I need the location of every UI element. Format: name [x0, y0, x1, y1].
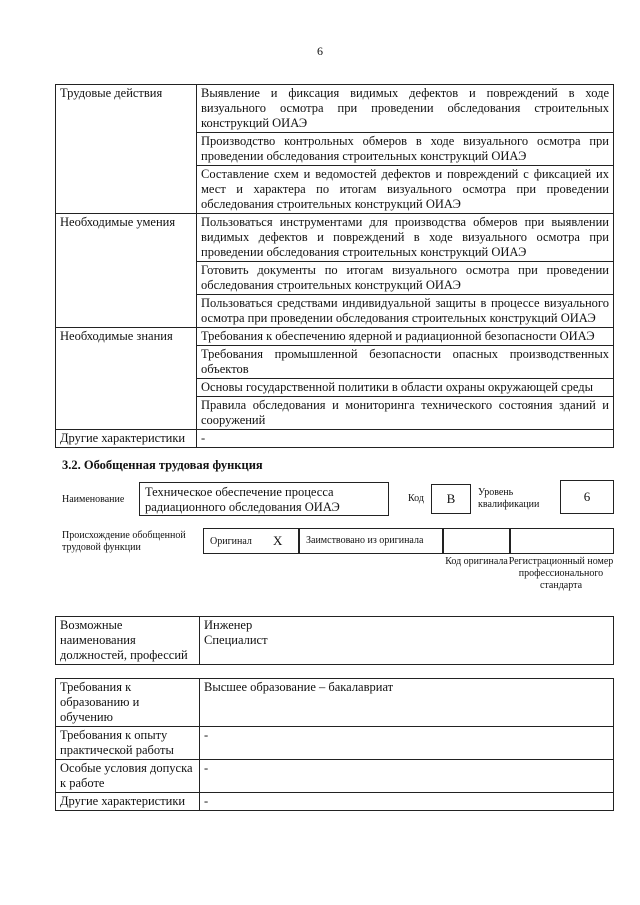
table-row: [56, 328, 614, 346]
borrowed-box: [299, 528, 443, 554]
table-row: [56, 214, 614, 262]
row-label: Необходимые умения: [56, 214, 197, 328]
table-row: [56, 85, 614, 133]
table-row: [56, 727, 614, 760]
position-item: Специалист: [204, 633, 268, 647]
page-number: 6: [317, 44, 323, 58]
positions-table: [55, 616, 614, 665]
competency-table: [55, 84, 614, 448]
original-mark: X: [273, 533, 283, 548]
table-cell: Требования к обеспечению ядерной и радиационной безопасности ОИАЭ: [197, 328, 614, 346]
code-label: Код: [408, 493, 424, 504]
reg-number-box: [510, 528, 614, 554]
table-cell: Основы государственной политики в области охраны окружающей среды: [197, 379, 614, 397]
code-original-label: Код оригинала: [445, 556, 508, 567]
table-row: [56, 617, 614, 665]
level-box: 6: [560, 480, 614, 514]
table-cell: Правила обследования и мониторинга технического состояния зданий и сооружений: [197, 397, 614, 430]
reg-number-label: Регистрационный номер профессионального стандарта: [508, 556, 614, 591]
row-label: Требования к образованию и обучению: [56, 679, 200, 727]
name-label: Наименование: [62, 494, 125, 505]
row-label: Другие характеристики: [56, 430, 197, 448]
borrowed-label: Заимствовано из оригинала: [306, 535, 424, 546]
table-row: [56, 793, 614, 811]
table-cell: -: [200, 760, 614, 793]
row-label: Возможные наименования должностей, профессий: [56, 617, 200, 665]
row-label: Необходимые знания: [56, 328, 197, 430]
original-box: [203, 528, 299, 554]
function-name-box: Техническое обеспечение процесса радиационного обследования ОИАЭ: [139, 482, 389, 516]
table-cell: Пользоваться инструментами для производства обмеров при выявлении видимых дефектов и повреждений в ходе визуального осмотра при проведении обследования строительных конструкций ОИАЭ: [197, 214, 614, 262]
position-item: Инженер: [204, 618, 253, 632]
table-cell: [200, 617, 614, 665]
table-row: [56, 679, 614, 727]
table-cell: Пользоваться средствами индивидуальной защиты в процессе визуального осмотра при проведении обследования строительных конструкций ОИАЭ: [197, 295, 614, 328]
table-cell: Производство контрольных обмеров в ходе визуального осмотра при проведении обследования строительных конструкций ОИАЭ: [197, 133, 614, 166]
original-label: Оригинал: [210, 536, 252, 547]
requirements-table: [55, 678, 614, 811]
section-title: 3.2. Обобщенная трудовая функция: [62, 458, 263, 472]
table-cell: Готовить документы по итогам визуального осмотра при проведении обследования строительных конструкций ОИАЭ: [197, 262, 614, 295]
row-label: Требования к опыту практической работы: [56, 727, 200, 760]
table-cell: Высшее образование – бакалавриат: [200, 679, 614, 727]
table-cell: -: [197, 430, 614, 448]
row-label: Особые условия допуска к работе: [56, 760, 200, 793]
origin-label: Происхождение обобщенной трудовой функции: [62, 530, 186, 553]
code-original-box: [443, 528, 510, 554]
table-row: [56, 430, 614, 448]
table-cell: -: [200, 727, 614, 760]
table-cell: Требования промышленной безопасности опасных производственных объектов: [197, 346, 614, 379]
code-box: В: [431, 484, 471, 514]
table-cell: -: [200, 793, 614, 811]
row-label: Другие характеристики: [56, 793, 200, 811]
table-cell: Составление схем и ведомостей дефектов и повреждений с фиксацией их мест и характера по итогам визуального осмотра при проведении обследования строительных конструкций ОИАЭ: [197, 166, 614, 214]
row-label: Трудовые действия: [56, 85, 197, 214]
table-cell: Выявление и фиксация видимых дефектов и повреждений в ходе визуального осмотра при проведении обследования строительных конструкций ОИАЭ: [197, 85, 614, 133]
level-label: Уровень квалификации: [478, 487, 540, 510]
table-row: [56, 760, 614, 793]
